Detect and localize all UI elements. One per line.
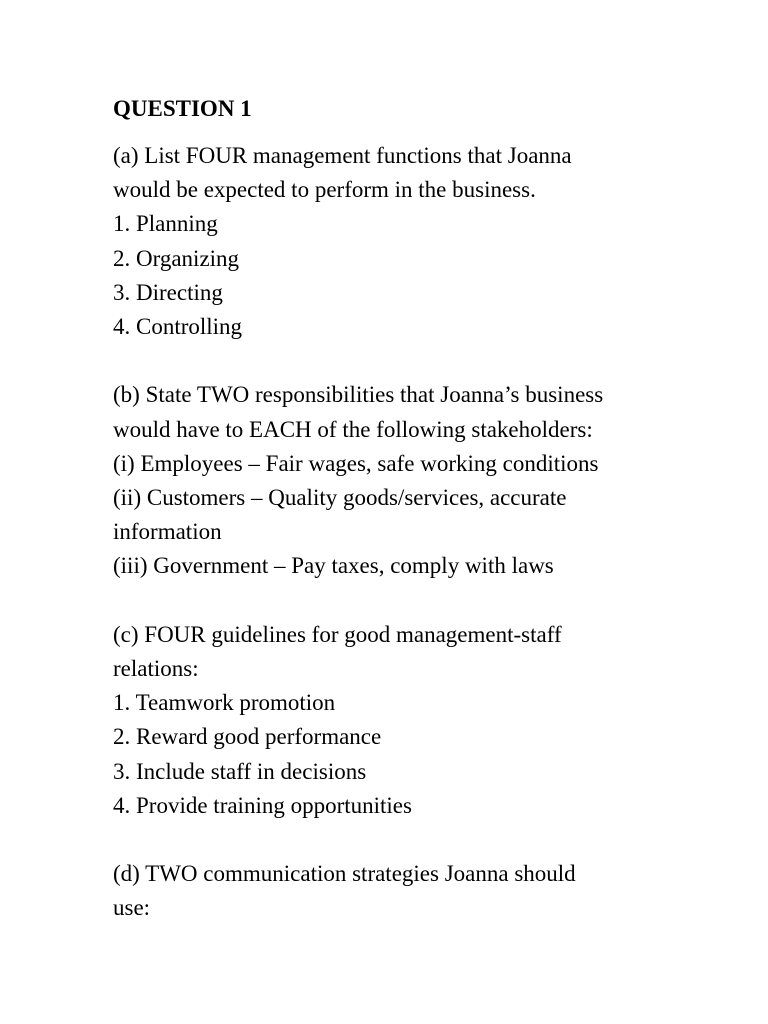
section-c-prompt-line: (c) FOUR guidelines for good management-staff (113, 621, 562, 647)
blank-line (113, 584, 673, 618)
section-c-prompt-line: relations: (113, 656, 199, 682)
section-d-prompt-line: (d) TWO communication strategies Joanna should (113, 861, 576, 887)
list-item: 4. Controlling (113, 314, 243, 340)
section-b-prompt-line: (b) State TWO responsibilities that Joanna’s business (113, 382, 604, 408)
section-d-prompt-line: use: (113, 895, 151, 921)
stakeholder-employees: (i) Employees – Fair wages, safe working conditions (113, 450, 599, 476)
list-item: 2. Reward good performance (113, 724, 382, 750)
section-a (113, 139, 673, 344)
section-d (113, 857, 673, 925)
list-item: 3. Directing (113, 279, 223, 305)
document-content (113, 92, 673, 926)
list-item: 3. Include staff in decisions (113, 758, 367, 784)
question-title: QUESTION 1 (113, 96, 252, 121)
list-item: 2. Organizing (113, 245, 240, 271)
stakeholder-customers: (ii) Customers – Quality goods/services, accurate (113, 485, 567, 511)
section-b-prompt-line: would have to EACH of the following stakeholders: (113, 416, 593, 442)
stakeholder-government: (iii) Government – Pay taxes, comply with laws (113, 553, 554, 579)
section-c-list (113, 686, 673, 823)
list-item: 4. Provide training opportunities (113, 792, 412, 818)
blank-line (113, 344, 673, 378)
section-a-prompt-line: (a) List FOUR management functions that Joanna (113, 143, 572, 168)
section-b (113, 378, 673, 583)
blank-line (113, 823, 673, 857)
section-c (113, 618, 673, 823)
list-item: 1. Planning (113, 211, 218, 237)
section-a-prompt-line: would be expected to perform in the business. (113, 177, 536, 203)
section-a-list (113, 207, 673, 344)
stakeholder-customers-continued: information (113, 519, 222, 545)
list-item: 1. Teamwork promotion (113, 690, 336, 716)
